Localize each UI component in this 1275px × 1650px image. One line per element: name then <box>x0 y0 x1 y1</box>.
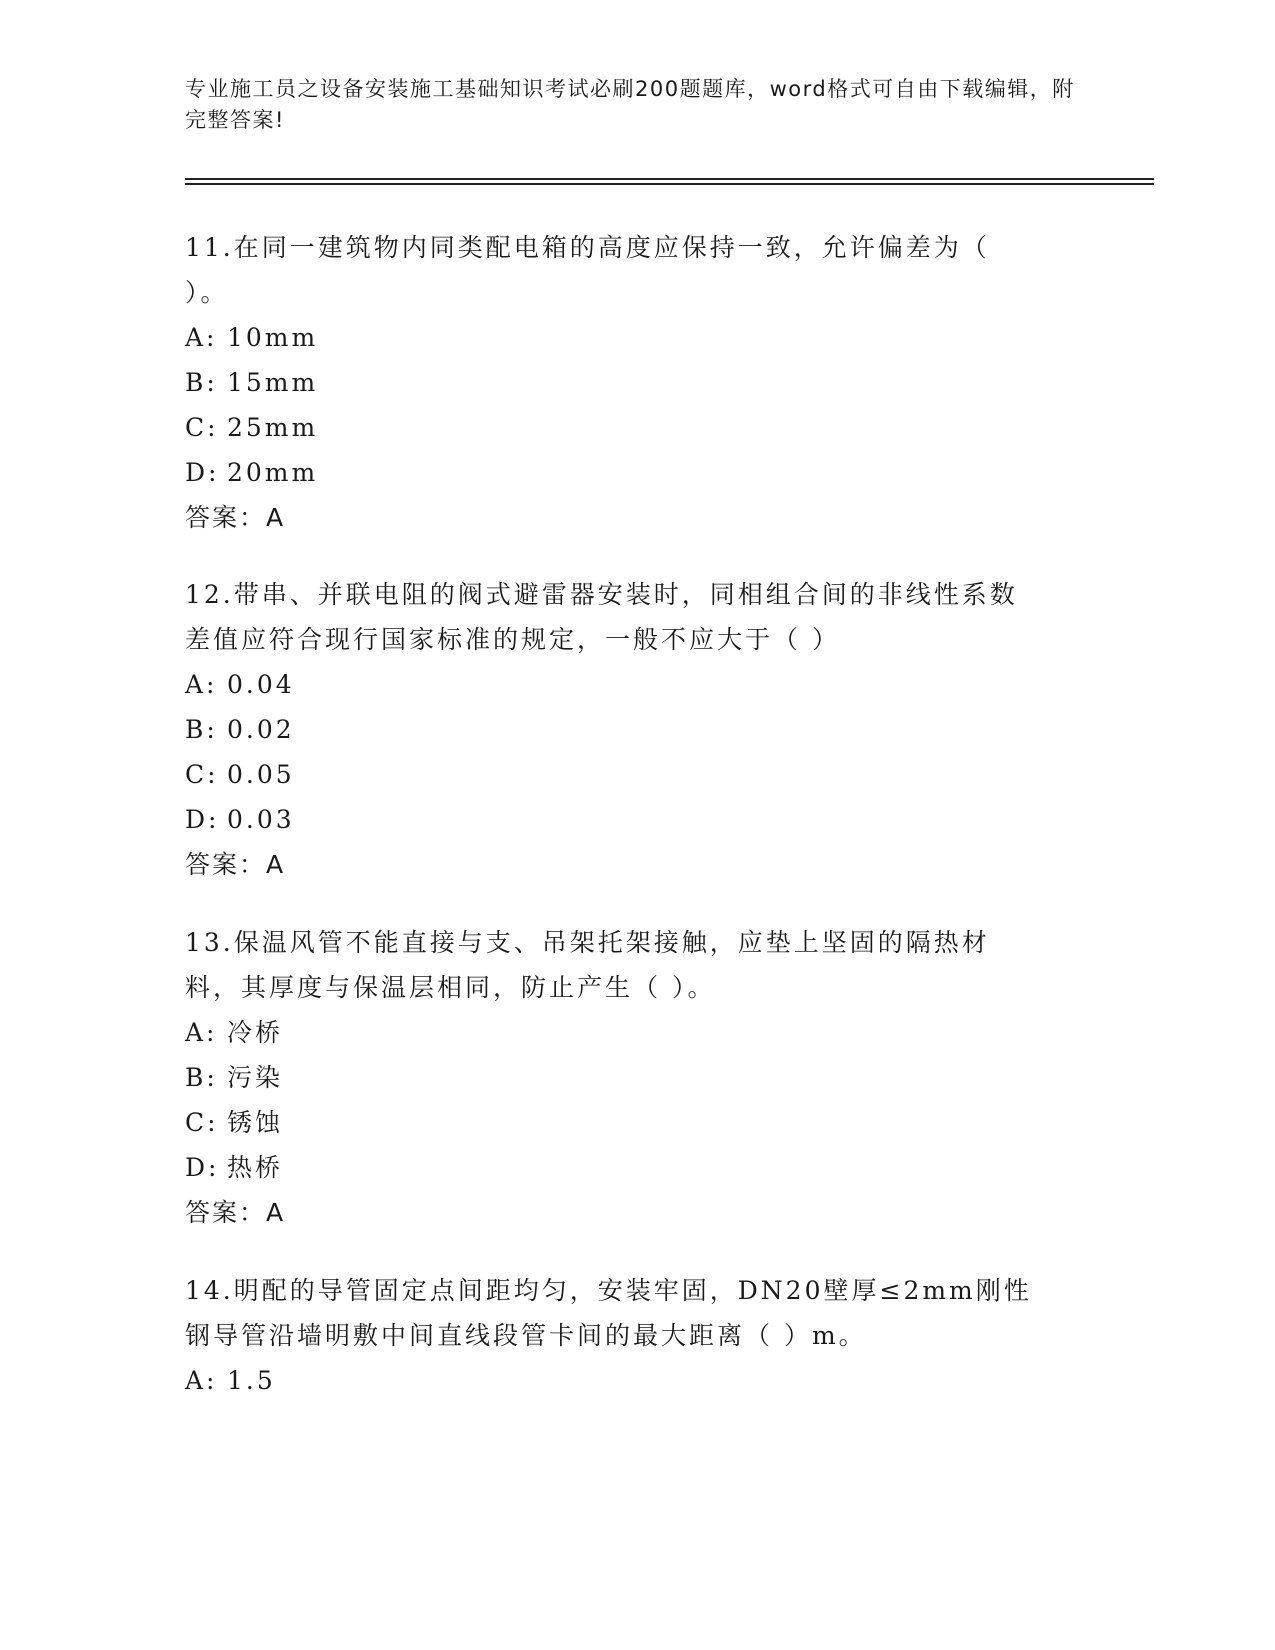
option-key: B: <box>185 715 218 744</box>
option-row <box>185 1358 1085 1403</box>
option-row <box>185 1010 1085 1055</box>
option-key: A: <box>185 670 218 699</box>
option-row <box>185 1145 1085 1190</box>
answer-line: 答案：A <box>185 503 286 532</box>
option-key: C: <box>185 1108 219 1137</box>
option-row <box>185 315 1085 360</box>
option-row <box>185 1055 1085 1100</box>
option-row <box>185 707 1085 752</box>
header-divider-bottom <box>185 183 1154 185</box>
question-block <box>185 1268 1085 1403</box>
option-value: 锈蚀 <box>227 1108 284 1137</box>
option-key: D: <box>185 1153 220 1182</box>
option-value: 热桥 <box>227 1153 284 1182</box>
option-row <box>185 1100 1085 1145</box>
option-value: 1.5 <box>227 1366 276 1395</box>
document-header: 专业施工员之设备安装施工基础知识考试必刷200题题库，word格式可自由下载编辑，附完整答案! <box>185 77 1075 132</box>
option-key: B: <box>185 368 218 397</box>
question-text: 12.带串、并联电阻的阀式避雷器安装时，同相组合间的非线性系数差值应符合现行国家标准的规定，一般不应大于（ ） <box>185 580 1018 654</box>
question-block <box>185 920 1085 1236</box>
option-key: A: <box>185 1366 218 1395</box>
answer-line: 答案：A <box>185 1198 286 1227</box>
option-key: A: <box>185 323 218 352</box>
option-value: 10mm <box>227 323 319 352</box>
option-value: 15mm <box>227 368 319 397</box>
question-text: 14.明配的导管固定点间距均匀，安装牢固，DN20壁厚≤2mm刚性钢导管沿墙明敷中间直线段管卡间的最大距离（ ）m。 <box>185 1276 1032 1350</box>
option-row <box>185 662 1085 707</box>
question-text: 13.保温风管不能直接与支、吊架托架接触，应垫上坚固的隔热材料，其厚度与保温层相同，防止产生（ ）。 <box>185 928 990 1002</box>
option-value: 25mm <box>227 413 319 442</box>
option-row <box>185 360 1085 405</box>
answer-line: 答案：A <box>185 850 286 879</box>
option-key: D: <box>185 458 220 487</box>
question-block <box>185 225 1085 541</box>
option-row <box>185 752 1085 797</box>
question-text: 11.在同一建筑物内同类配电箱的高度应保持一致，允许偏差为（ ）。 <box>185 233 990 307</box>
option-key: C: <box>185 760 219 789</box>
option-value: 20mm <box>227 458 319 487</box>
option-value: 污染 <box>227 1063 284 1092</box>
option-key: A: <box>185 1018 218 1047</box>
option-value: 冷桥 <box>227 1018 284 1047</box>
option-value: 0.04 <box>227 670 295 699</box>
option-key: D: <box>185 805 220 834</box>
option-row <box>185 797 1085 842</box>
option-key: B: <box>185 1063 218 1092</box>
option-value: 0.05 <box>227 760 295 789</box>
option-key: C: <box>185 413 219 442</box>
option-row <box>185 450 1085 495</box>
option-value: 0.02 <box>227 715 295 744</box>
option-row <box>185 405 1085 450</box>
header-divider-top <box>185 178 1154 180</box>
question-block <box>185 572 1085 888</box>
option-value: 0.03 <box>227 805 295 834</box>
